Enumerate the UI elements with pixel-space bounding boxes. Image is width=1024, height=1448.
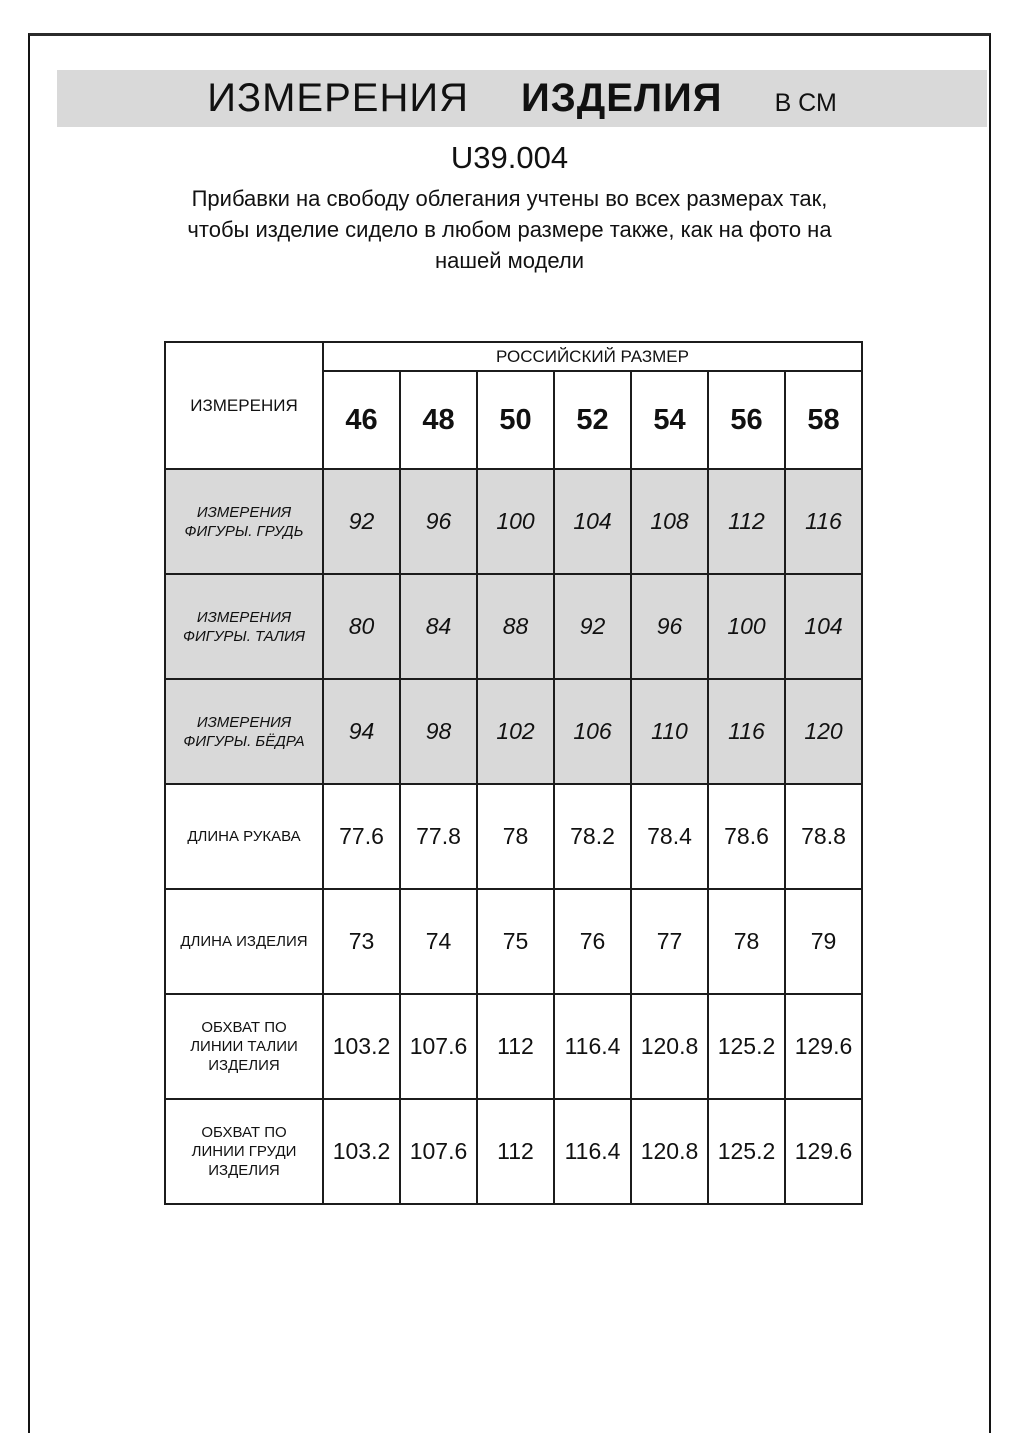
table-row [165,784,862,889]
table-row [165,679,862,784]
table-cell: 78.4 [631,784,708,889]
table-cell: 104 [554,469,631,574]
table-cell: 107.6 [400,1099,477,1204]
table-cell: 112 [708,469,785,574]
table-cell: 116.4 [554,1099,631,1204]
table-cell: 94 [323,679,400,784]
row-label: ДЛИНА РУКАВА [165,784,323,889]
table-row [165,469,862,574]
table-cell: 96 [400,469,477,574]
table-cell: 78 [708,889,785,994]
table-cell: 116 [708,679,785,784]
table-cell: 103.2 [323,1099,400,1204]
table-cell: 77 [631,889,708,994]
table-cell: 103.2 [323,994,400,1099]
size-header: 46 [323,371,400,469]
table-cell: 96 [631,574,708,679]
row-label: ОБХВАТ ПО ЛИНИИ ТАЛИИ ИЗДЕЛИЯ [165,994,323,1099]
table-cell: 125.2 [708,1099,785,1204]
fit-description [30,183,989,276]
row-label: ИЗМЕРЕНИЯ ФИГУРЫ. БЁДРА [165,679,323,784]
table-cell: 84 [400,574,477,679]
banner-unit-label: В СМ [774,89,837,117]
table-cell: 120 [785,679,862,784]
table-cell: 80 [323,574,400,679]
table-cell: 129.6 [785,994,862,1099]
table-cell: 100 [477,469,554,574]
table-cell: 92 [554,574,631,679]
table-cell: 112 [477,994,554,1099]
table-cell: 102 [477,679,554,784]
description-line: чтобы изделие сидело в любом размере также, как на фото на [187,217,832,242]
table-cell: 116 [785,469,862,574]
description-line: Прибавки на свободу облегания учтены во всех размерах так, [191,186,828,211]
table-cell: 107.6 [400,994,477,1099]
table-cell: 120.8 [631,1099,708,1204]
table-cell: 76 [554,889,631,994]
table-row [165,994,862,1099]
table-cell: 88 [477,574,554,679]
table-group-header-row [165,342,862,371]
banner-title-emphasis: ИЗДЕЛИЯ [521,76,723,120]
table-cell: 100 [708,574,785,679]
table-cell: 125.2 [708,994,785,1099]
table-cell: 79 [785,889,862,994]
description-line: нашей модели [434,248,584,273]
row-label: ОБХВАТ ПО ЛИНИИ ГРУДИ ИЗДЕЛИЯ [165,1099,323,1204]
table-cell: 104 [785,574,862,679]
table-cell: 78.2 [554,784,631,889]
page-frame [28,33,991,1433]
banner-title: ИЗМЕРЕНИЯ [207,76,469,120]
table-corner-label: ИЗМЕРЕНИЯ [165,342,323,469]
size-header: 56 [708,371,785,469]
table-cell: 74 [400,889,477,994]
row-label: ИЗМЕРЕНИЯ ФИГУРЫ. ТАЛИЯ [165,574,323,679]
table-row [165,1099,862,1204]
size-header: 58 [785,371,862,469]
table-cell: 73 [323,889,400,994]
size-header: 54 [631,371,708,469]
table-cell: 106 [554,679,631,784]
size-header: 48 [400,371,477,469]
table-cell: 120.8 [631,994,708,1099]
table-row [165,574,862,679]
table-cell: 78 [477,784,554,889]
row-label: ДЛИНА ИЗДЕЛИЯ [165,889,323,994]
article-number: U39.004 [450,140,569,175]
table-group-header: РОССИЙСКИЙ РАЗМЕР [323,342,862,371]
table-cell: 77.8 [400,784,477,889]
table-cell: 110 [631,679,708,784]
row-label: ИЗМЕРЕНИЯ ФИГУРЫ. ГРУДЬ [165,469,323,574]
table-cell: 75 [477,889,554,994]
size-table [164,341,863,1205]
table-cell: 92 [323,469,400,574]
size-header: 50 [477,371,554,469]
title-banner [57,70,987,127]
table-cell: 129.6 [785,1099,862,1204]
table-cell: 78.6 [708,784,785,889]
table-cell: 78.8 [785,784,862,889]
table-cell: 108 [631,469,708,574]
table-row [165,889,862,994]
table-cell: 112 [477,1099,554,1204]
table-cell: 116.4 [554,994,631,1099]
size-header: 52 [554,371,631,469]
table-cell: 98 [400,679,477,784]
table-cell: 77.6 [323,784,400,889]
